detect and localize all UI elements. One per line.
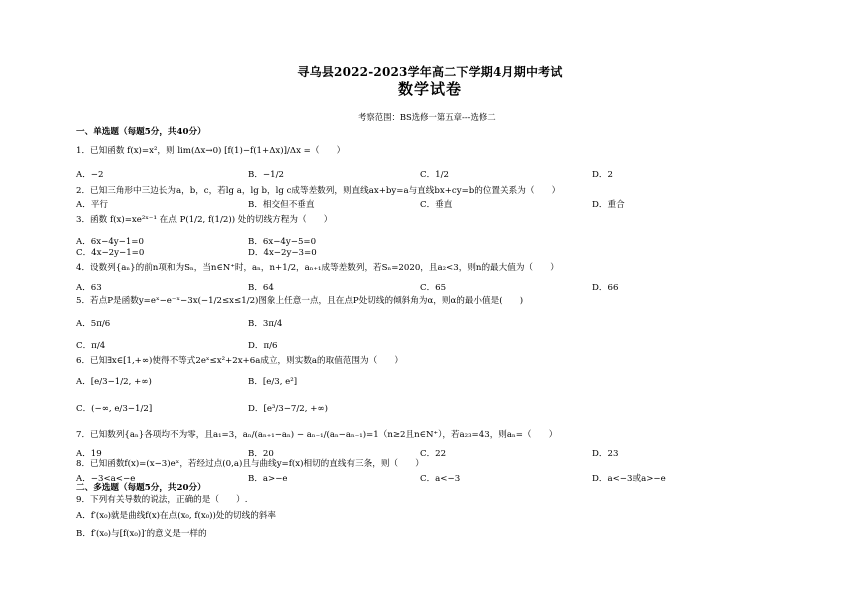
q6-option-a: A．[e/3−1/2, +∞) — [76, 377, 152, 387]
q8-stem: 8．已知函数f(x)=(x−3)eˣ，若经过点(0,a)且与曲线y=f(x)相切的直线有三条，则（ ） — [76, 459, 424, 469]
q3-option-d: D．4x−2y−3=0 — [248, 248, 317, 258]
q6-option-b: B．[e/3, e²] — [248, 377, 298, 387]
q7-option-c: C．22 — [420, 449, 447, 459]
q4-option-d: D．66 — [592, 283, 619, 293]
q2-option-c: C．垂直 — [420, 200, 453, 210]
q5-option-d: D．π/6 — [248, 341, 278, 351]
q7-option-b: B．20 — [248, 449, 274, 459]
q5-option-c: C．π/4 — [76, 341, 106, 351]
exam-subject: 数学试卷 — [397, 80, 462, 98]
q1-option-c: C．1/2 — [420, 170, 449, 180]
q8-option-b: B．a>−e — [248, 474, 288, 484]
q9-option-a: A．f′(x₀)就是曲线f(x)在点(x₀, f(x₀))处的切线的斜率 — [76, 511, 277, 521]
q5-stem: 5．若点P是函数y=eˣ−e⁻ˣ−3x(−1/2≤x≤1/2)图象上任意一点，且在点P处切线的倾斜角为α，则α的最小值是( ) — [76, 296, 524, 306]
q2-option-a: A．平行 — [76, 200, 108, 210]
q5-option-b: B．3π/4 — [248, 319, 283, 329]
q4-option-a: A．63 — [76, 283, 102, 293]
q4-stem: 4．设数列{aₙ}的前n项和为Sₙ，当n∈N⁺时，aₙ，n+1/2，aₙ₊₁成等差数列，若Sₙ=2020，且a₂<3，则n的最大值为（ ） — [76, 263, 559, 273]
q2-option-d: D．重合 — [592, 200, 625, 210]
q3-option-a: A．6x−4y−1=0 — [76, 237, 144, 247]
exam-title: 寻乌县2022-2023学年高二下学期4月期中考试 — [297, 65, 563, 79]
q1-option-d: D．2 — [592, 170, 613, 180]
exam-scope: 考察范围：BS选修一第五章---选修二 — [358, 112, 496, 122]
q4-option-c: C．65 — [420, 283, 447, 293]
q3-option-c: C．4x−2y−1=0 — [76, 248, 145, 258]
q8-option-c: C．a<−3 — [420, 474, 461, 484]
q9-stem: 9．下列有关导数的说法，正确的是（ ）. — [76, 495, 248, 505]
q5-option-a: A．5π/6 — [76, 319, 111, 329]
q7-option-a: A．19 — [76, 449, 102, 459]
q3-option-b: B．6x−4y−5=0 — [248, 237, 317, 247]
q2-option-b: B．相交但不垂直 — [248, 200, 315, 210]
q6-option-d: D．[e³/3−7/2, +∞) — [248, 404, 328, 414]
q7-stem: 7．已知数列{aₙ}各项均不为零，且a₁=3，aₙ/(aₙ₊₁−aₙ) − aₙ₋₁/(aₙ−aₙ₋₁)=1（n≥2且n∈N⁺），若a₂₃=43，则aₙ=（ ） — [76, 430, 558, 440]
section-single-choice: 一、单选题（每题5分，共40分） — [76, 127, 206, 137]
q1-stem: 1．已知函数 f(x)=x²，则 lim(Δx→0) [f(1)−f(1+Δx)]/Δx =（ ） — [76, 146, 346, 156]
q2-stem: 2．已知三角形中三边长为a，b，c，若lg a，lg b，lg c成等差数列，则直线ax+by=a与直线bx+cy=b的位置关系为（ ） — [76, 186, 561, 196]
q8-option-a: A．−3<a<−e — [76, 474, 136, 484]
q4-option-b: B．64 — [248, 283, 274, 293]
q9-option-b: B．f′(x₀)与[f(x₀)]′的意义是一样的 — [76, 529, 207, 539]
q7-option-d: D．23 — [592, 449, 619, 459]
section-multiple-choice: 二、多选题（每题5分，共20分） — [76, 483, 206, 493]
q6-option-c: C．(−∞, e/3−1/2] — [76, 404, 153, 414]
q6-stem: 6．已知∃x∈[1,+∞)使得不等式2eˣ≤x²+2x+6a成立，则实数a的取值范围为（ ） — [76, 356, 403, 366]
q8-option-d: D．a<−3或a>−e — [592, 474, 666, 484]
q1-option-a: A．−2 — [76, 170, 104, 180]
q3-stem: 3．函数 f(x)=xe²ˣ⁻¹ 在点 P(1/2, f(1/2)) 处的切线方程为（ ） — [76, 215, 333, 225]
q1-option-b: B．−1/2 — [248, 170, 284, 180]
